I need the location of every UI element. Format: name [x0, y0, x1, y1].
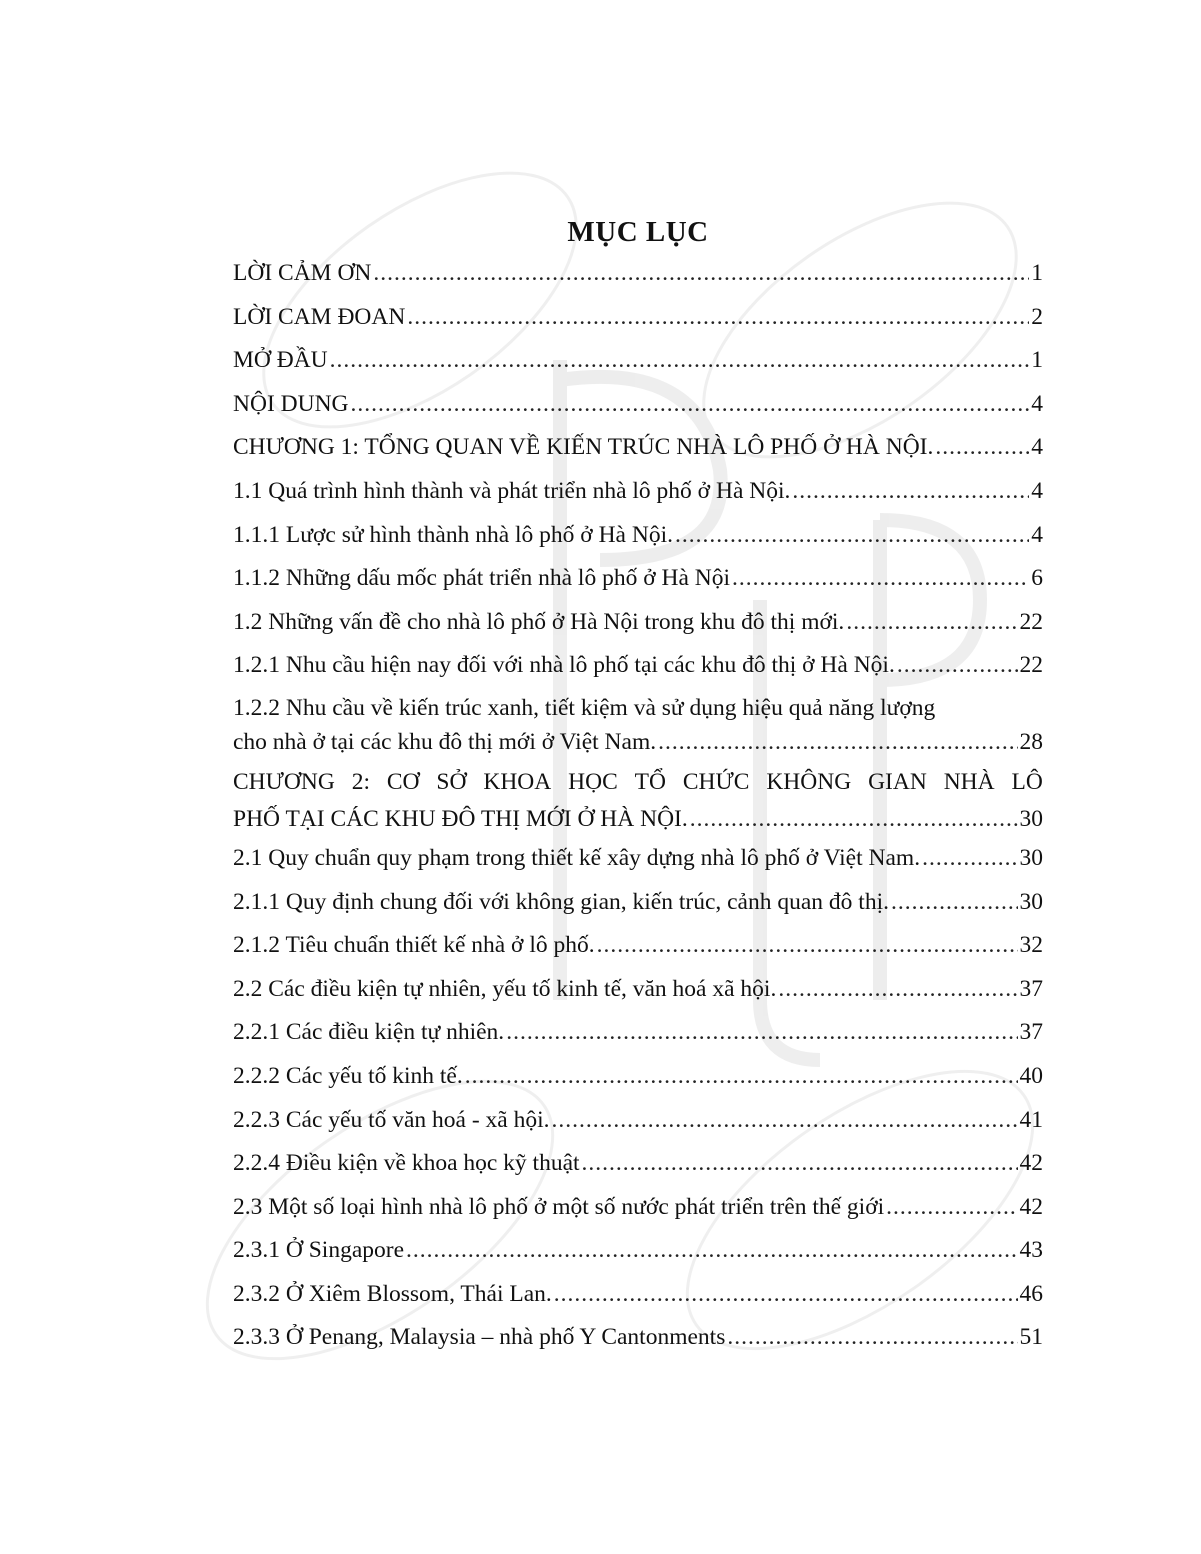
toc-entry-text: MỞ ĐẦU	[233, 347, 328, 374]
toc-leader-dots	[465, 1055, 1018, 1099]
toc-leader-dots	[922, 837, 1017, 881]
toc-entry-text-line2: PHỐ TẠI CÁC KHU ĐÔ THỊ MỚI Ở HÀ NỘI.	[233, 805, 688, 832]
toc-leader-dots	[552, 1099, 1018, 1143]
toc-entry	[233, 557, 1043, 601]
toc-entry-text: LỜI CAM ĐOAN	[233, 303, 406, 330]
toc-page-number: 41	[1019, 1106, 1043, 1133]
toc-word: NHÀ	[943, 768, 995, 795]
toc-entry-text: 2.3.1 Ở Singapore	[233, 1237, 405, 1264]
toc-page-number: 42	[1019, 1193, 1043, 1220]
toc-entry	[233, 924, 1043, 968]
toc-entry-text: 1.2 Những vấn đề cho nhà lô phố ở Hà Nội trong khu đô thị mới.	[233, 608, 845, 635]
toc-entry-text: CHƯƠNG 1: TỔNG QUAN VỀ KIẾN TRÚC NHÀ LÔ PHỐ Ở HÀ NỘI.	[233, 434, 934, 461]
toc-entry	[233, 296, 1043, 340]
toc-leader-dots	[582, 1142, 1018, 1186]
toc-entry-text: 2.1 Quy chuẩn quy phạm trong thiết kế xây dựng nhà lô phố ở Việt Nam.	[233, 844, 921, 871]
toc-leader-dots	[891, 881, 1018, 925]
toc-entry-text: LỜI CẢM ƠN	[233, 260, 372, 286]
toc-word: CHƯƠNG	[233, 768, 335, 795]
toc-entry	[233, 601, 1043, 645]
toc-entry-text: 1.1 Quá trình hình thành và phát triển nhà lô phố ở Hà Nội.	[233, 477, 791, 504]
toc-entry	[233, 1142, 1043, 1186]
toc-entry	[233, 1099, 1043, 1143]
toc-leader-dots	[732, 557, 1029, 601]
toc-entry-text: 1.2.2 Nhu cầu về kiến trúc xanh, tiết kiệm và sử dụng hiệu quả năng lượng	[233, 694, 936, 721]
toc-page-number: 51	[1019, 1324, 1043, 1351]
toc-entry-text: 2.2 Các điều kiện tự nhiên, yếu tố kinh tế, văn hoá xã hội.	[233, 975, 777, 1002]
toc-page-number: 40	[1019, 1062, 1043, 1089]
toc-entry	[233, 339, 1043, 383]
toc-leader-dots	[935, 426, 1029, 470]
toc-entry	[233, 968, 1043, 1012]
toc-page-number: 32	[1019, 932, 1043, 959]
toc-leader-dots	[658, 724, 1017, 760]
toc-entry	[233, 688, 1043, 760]
toc-word: 2:	[351, 768, 370, 795]
toc-page-number: 1	[1031, 260, 1043, 286]
toc-entry	[233, 252, 1043, 296]
toc-leader-dots	[351, 383, 1030, 427]
toc-leader-dots	[406, 1229, 1017, 1273]
toc-entry-text: 2.2.4 Điều kiện về khoa học kỹ thuật	[233, 1150, 580, 1177]
toc-entry-text	[233, 760, 1043, 801]
toc-leader-dots	[778, 968, 1017, 1012]
toc-entry-text: 2.1.1 Quy định chung đối với không gian, kiến trúc, cảnh quan đô thị.	[233, 888, 889, 915]
toc-page-number: 6	[1031, 565, 1043, 592]
toc-page-number: 4	[1031, 434, 1043, 461]
toc-word: SỞ	[436, 768, 467, 795]
toc-leader-dots	[690, 801, 1018, 837]
toc-leader-dots	[792, 470, 1029, 514]
toc-leader-dots	[675, 514, 1029, 558]
toc-entry	[233, 1186, 1043, 1230]
toc-entry	[233, 383, 1043, 427]
toc-entry	[233, 1011, 1043, 1055]
toc-page-number: 30	[1019, 844, 1043, 871]
toc-entry-text: 1.1.1 Lược sử hình thành nhà lô phố ở Hà Nội.	[233, 521, 673, 548]
toc-word: LÔ	[1011, 768, 1043, 795]
toc-entry-text: 2.2.2 Các yếu tố kinh tế.	[233, 1062, 463, 1089]
toc-word: KHOA	[483, 768, 552, 795]
toc-word: HỌC	[568, 768, 618, 795]
toc-leader-dots	[727, 1316, 1017, 1360]
toc-entry-continuation	[233, 724, 1043, 760]
toc-entry	[233, 1273, 1043, 1317]
toc-leader-dots	[897, 644, 1018, 688]
toc-leader-dots	[373, 252, 1029, 296]
toc-entry-text: 2.3 Một số loại hình nhà lô phố ở một số nước phát triển trên thế giới	[233, 1193, 885, 1220]
toc-entry	[233, 837, 1043, 881]
toc-page-number: 4	[1031, 390, 1043, 417]
toc-page-number: 22	[1019, 608, 1043, 635]
toc-page-number: 22	[1019, 652, 1043, 679]
toc-leader-dots	[554, 1273, 1018, 1317]
toc-entry	[233, 514, 1043, 558]
toc-leader-dots	[846, 601, 1017, 645]
toc-leader-dots	[407, 296, 1029, 340]
toc-entry-text: 2.3.3 Ở Penang, Malaysia – nhà phố Y Cantonments	[233, 1324, 726, 1351]
toc-page-number: 4	[1031, 521, 1043, 548]
toc-page-number: 2	[1031, 303, 1043, 330]
toc-page-number: 30	[1019, 888, 1043, 915]
table-of-contents	[233, 212, 1043, 1360]
toc-entry	[233, 1316, 1043, 1360]
page-title: MỤC LỤC	[567, 216, 709, 248]
toc-page-number: 28	[1019, 728, 1043, 755]
toc-entry-text: 2.3.2 Ở Xiêm Blossom, Thái Lan.	[233, 1280, 552, 1307]
toc-entry	[233, 1055, 1043, 1099]
toc-page-number: 37	[1019, 975, 1043, 1002]
toc-entry	[233, 644, 1043, 688]
toc-leader-dots	[506, 1011, 1017, 1055]
toc-entry	[233, 760, 1043, 837]
toc-page-number: 37	[1019, 1019, 1043, 1046]
toc-leader-dots	[597, 924, 1018, 968]
toc-entry-text-line2: cho nhà ở tại các khu đô thị mới ở Việt Nam.	[233, 728, 657, 755]
toc-entry	[233, 1229, 1043, 1273]
toc-entry-text: 2.2.1 Các điều kiện tự nhiên.	[233, 1019, 505, 1046]
toc-leader-dots	[886, 1186, 1017, 1230]
toc-entry-text: 1.2.1 Nhu cầu hiện nay đối với nhà lô phố tại các khu đô thị ở Hà Nội.	[233, 652, 895, 679]
toc-page-number: 30	[1019, 805, 1043, 832]
toc-page-number: 42	[1019, 1150, 1043, 1177]
toc-entry	[233, 470, 1043, 514]
toc-entry-text: NỘI DUNG	[233, 390, 349, 417]
toc-page-number: 1	[1031, 347, 1043, 374]
toc-entry-text: 2.1.2 Tiêu chuẩn thiết kế nhà ở lô phố.	[233, 932, 595, 959]
toc-word: TỔ	[634, 768, 666, 795]
toc-entry-text: 2.2.3 Các yếu tố văn hoá - xã hội.	[233, 1106, 550, 1133]
toc-entry-text: 1.1.2 Những dấu mốc phát triển nhà lô phố ở Hà Nội	[233, 565, 731, 592]
toc-page-number: 46	[1019, 1280, 1043, 1307]
toc-leader-dots	[330, 339, 1030, 383]
toc-entry	[233, 426, 1043, 470]
toc-entry	[233, 881, 1043, 925]
toc-word: CƠ	[386, 768, 420, 795]
toc-word: GIAN	[868, 768, 927, 795]
toc-page-number: 43	[1019, 1237, 1043, 1264]
toc-entry-continuation	[233, 801, 1043, 837]
toc-word: CHỨC	[682, 768, 750, 795]
toc-page-number: 4	[1031, 477, 1043, 504]
toc-word: KHÔNG	[766, 768, 852, 795]
